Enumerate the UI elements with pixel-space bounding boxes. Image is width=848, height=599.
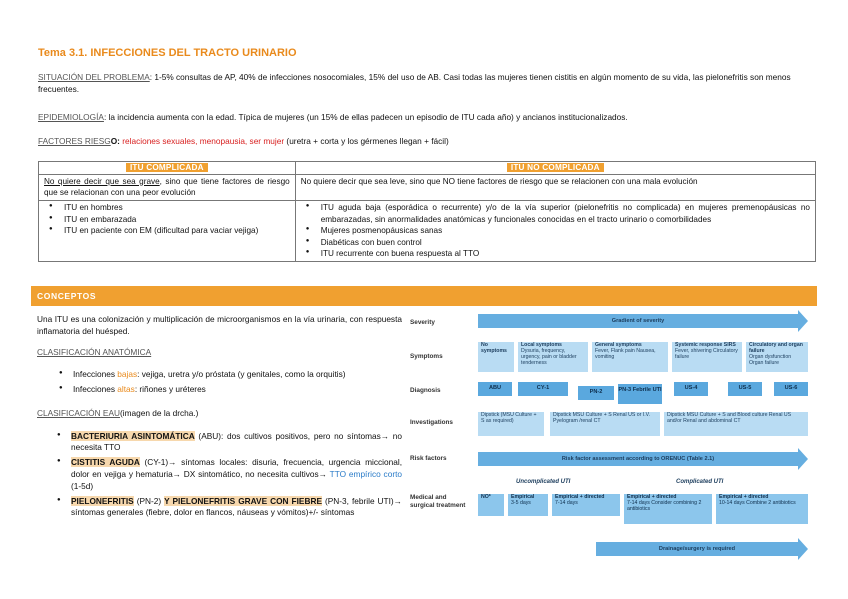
table-desc-no-complicada: No quiere decir que sea leve, sino que NO tiene factores de riesgo que se relacionen con una mala evolución bbox=[295, 174, 815, 200]
complicated-label: Complicated UTI bbox=[676, 479, 724, 485]
investigation-box: Dipstick (MSU Culture + S as required) bbox=[478, 412, 544, 436]
investigation-box: Dipstick MSU Culture + S Renal US or I.V. Pyelogram /renal CT bbox=[550, 412, 660, 436]
situacion-text: : 1-5% consultas de AP, 40% de infecciones nosocomiales, 15% del uso de AB. Casi todas las mujeres tienen cistitis en algún momento de su vida, las pielonefritis son menos frecuentes. bbox=[38, 72, 791, 94]
list-item: ● ITU recurrente con buena respuesta al TTO bbox=[301, 248, 810, 260]
itu-comparison-table bbox=[38, 161, 816, 262]
severity-arrow: Gradient of severity bbox=[478, 314, 798, 328]
list-item: ● Mujeres posmenopáusicas sanas bbox=[301, 225, 810, 237]
situacion-paragraph bbox=[38, 72, 818, 96]
page-title: Tema 3.1. INFECCIONES DEL TRACTO URINARIO bbox=[38, 47, 297, 59]
factores-label: FACTORES RIESG bbox=[38, 136, 111, 146]
list-item: ● PIELONEFRITIS (PN-2) Y PIELONEFRITIS GRAVE CON FIEBRE (PN-3, febrile UTI)→ síntomas generales (fiebre, dolor en flancos, náuseas y vómitos)+/- síntomas bbox=[57, 496, 402, 520]
diagnosis-us4: US-4 bbox=[674, 382, 708, 396]
situacion-label: SITUACIÓN DEL PROBLEMA bbox=[38, 72, 150, 82]
factores-paragraph bbox=[38, 136, 818, 148]
epidemiologia-paragraph bbox=[38, 112, 818, 124]
factores-risk: relaciones sexuales, menopausia, ser mujer bbox=[122, 136, 285, 146]
treatment-box: NO* bbox=[478, 494, 504, 516]
uncomplicated-label: Uncomplicated UTI bbox=[516, 479, 571, 485]
diagnosis-pn3: PN-3 Febrile UTI bbox=[618, 384, 662, 404]
diagnosis-pn2: PN-2 bbox=[578, 386, 614, 400]
list-item: ● CISTITIS AGUDA (CY-1)→ síntomas locales: disuria, frecuencia, urgencia miccional, dolor en vejiga y hematuria→ DX sintomático, no necesita cultivos→ TTO empírico corto (1-5d) bbox=[57, 457, 402, 492]
row-label-risk-factors: Risk factors bbox=[410, 455, 447, 462]
clasificacion-anatomica-title: CLASIFICACIÓN ANATÓMICA bbox=[37, 346, 152, 357]
list-item: ● BACTERIURIA ASINTOMÁTICA (ABU): dos cultivos positivos, pero no síntomas→ no necesita TTO bbox=[57, 431, 402, 455]
conceptos-left-column bbox=[37, 314, 402, 522]
table-items-complicada bbox=[39, 200, 296, 261]
row-label-severity: Severity bbox=[410, 319, 435, 326]
list-item: ● Diabéticas con buen control bbox=[301, 237, 810, 249]
treatment-box: Empirical + directed 7-14 days Consider combining 2 antibiotics bbox=[624, 494, 712, 524]
anatomica-list bbox=[59, 369, 402, 396]
list-item: ● ITU aguda baja (esporádica o recurrente) y/o de la vía superior (pielonefritis no complicada) en mujeres premenopáusicas no embarazadas, sin anormalidades anatómicas y funcionales conocidas en el tracto urinario o comorbilidades bbox=[301, 202, 810, 225]
diagnosis-cy1: CY-1 bbox=[518, 382, 568, 396]
row-label-symptoms: Symptoms bbox=[410, 353, 443, 360]
symptom-box: General symptoms Fever, Flank pain Nausea, vomiting bbox=[592, 342, 668, 372]
row-label-treatment: Medical and surgical treatment bbox=[410, 494, 466, 510]
table-desc-complicada: No quiere decir que sea grave, sino que tiene factores de riesgo que se relacionan con una peor evolución bbox=[39, 174, 296, 200]
symptom-box: Systemic response SIRS Fever, shivering Circulatory failure bbox=[672, 342, 742, 372]
list-item: ● Infecciones bajas: vejiga, uretra y/o próstata (y genitales, como la orquitis) bbox=[59, 369, 402, 381]
diagnosis-abu: ABU bbox=[478, 382, 512, 396]
eau-classification-figure bbox=[406, 306, 816, 568]
list-item: ● ITU en embarazada bbox=[44, 214, 290, 226]
factores-colon: : bbox=[117, 136, 123, 146]
symptom-box: No symptoms bbox=[478, 342, 514, 372]
diagnosis-us6: US-6 bbox=[774, 382, 808, 396]
treatment-box: Empirical 3-5 days bbox=[508, 494, 548, 516]
eau-list bbox=[57, 431, 402, 519]
investigation-box: Dipstick MSU Culture + S and Blood culture Renal US and/or Renal and abdominal CT bbox=[664, 412, 808, 436]
list-item: ● ITU en paciente con EM (dificultad para vaciar vejiga) bbox=[44, 225, 290, 237]
treatment-box: Empirical + directed 7-14 days bbox=[552, 494, 620, 516]
row-label-investigations: Investigations bbox=[410, 419, 453, 426]
factores-after: (uretra + corta y los gérmenes llegan + fácil) bbox=[284, 136, 449, 146]
epidemiologia-text: : la incidencia aumenta con la edad. Típica de mujeres (un 15% de ellas padecen un episodio de ITU cada año) y ancianos institucionalizados. bbox=[103, 112, 628, 122]
table-header-complicada: ITU COMPLICADA bbox=[39, 162, 296, 175]
row-label-diagnosis: Diagnosis bbox=[410, 387, 441, 394]
epidemiologia-label: EPIDEMIOLOGÍA bbox=[38, 112, 104, 122]
table-header-no-complicada: ITU NO COMPLICADA bbox=[295, 162, 815, 175]
drainage-arrow: Drainage/surgery is required bbox=[596, 542, 798, 556]
table-items-no-complicada bbox=[295, 200, 815, 261]
risk-factor-arrow: Risk factor assessment according to ORENUC (Table 2.1) bbox=[478, 452, 798, 466]
list-item: ● ITU en hombres bbox=[44, 202, 290, 214]
symptom-box: Circulatory and organ failure Organ dysfunction Organ failure bbox=[746, 342, 808, 372]
conceptos-band: CONCEPTOS bbox=[31, 286, 817, 306]
treatment-box: Empirical + directed 10-14 days Combine 2 antibiotics bbox=[716, 494, 808, 524]
conceptos-intro: Una ITU es una colonización y multiplicación de microorganismos en la vía urinaria, con respuesta inflamatoria del huésped. bbox=[37, 314, 402, 336]
diagnosis-us5: US-5 bbox=[728, 382, 762, 396]
symptom-box: Local symptoms Dysuria, frequency, urgency, pain or bladder tenderness bbox=[518, 342, 588, 372]
factores-label-end: O bbox=[110, 136, 118, 146]
list-item: ● Infecciones altas: riñones y uréteres bbox=[59, 384, 402, 396]
clasificacion-eau-title: CLASIFICACIÓN EAU(imagen de la drcha.) bbox=[37, 407, 199, 418]
